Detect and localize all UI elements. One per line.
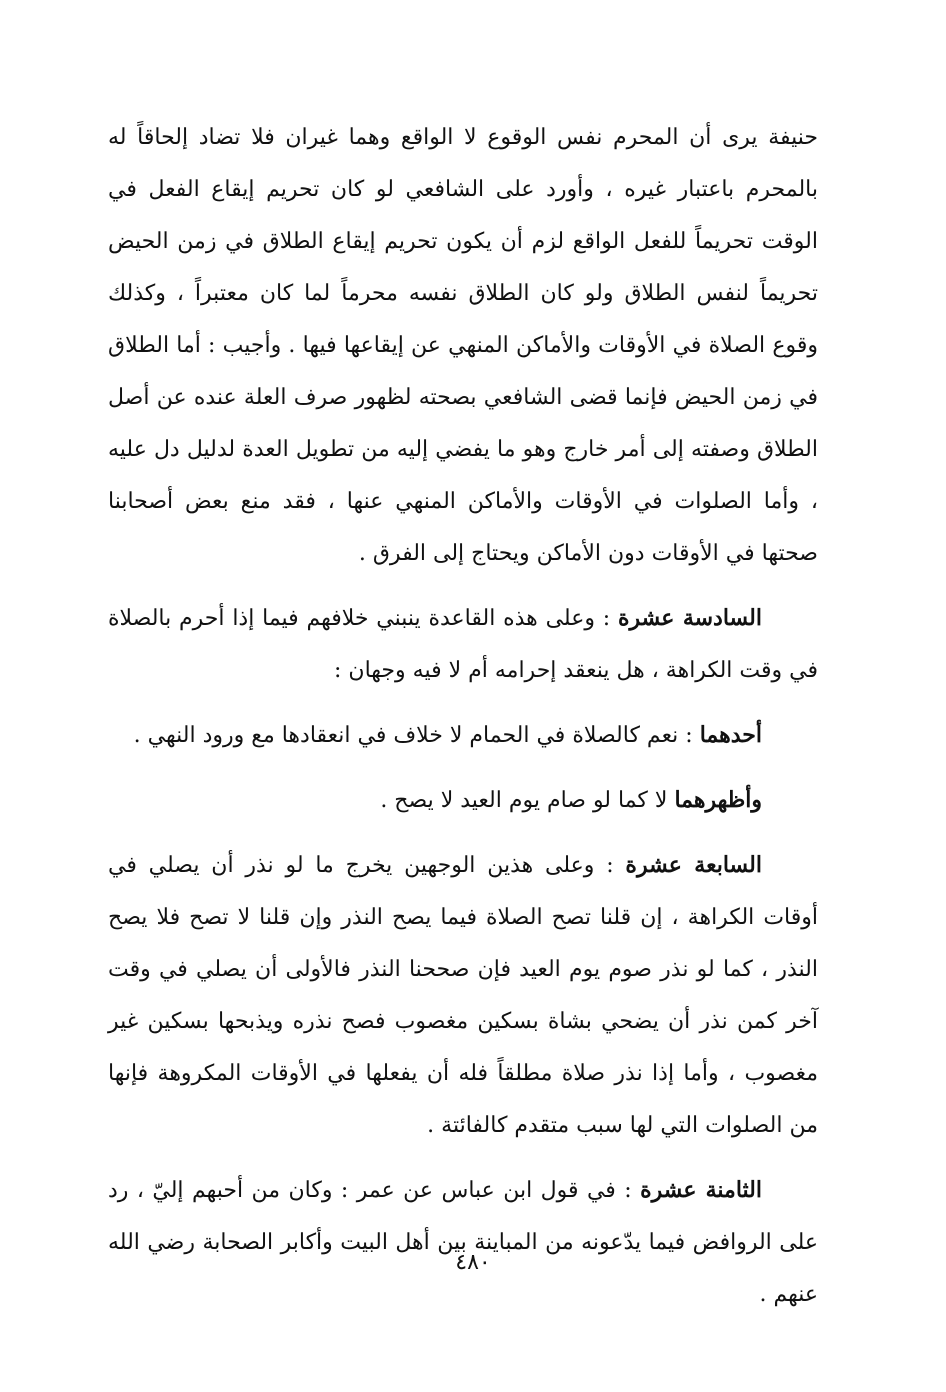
rule-heading: السابعة عشرة [625,852,762,878]
paragraph-text: : وعلى هذين الوجهين يخرج ما لو نذر أن يصلي في أوقات الكراهة ، إن قلنا تصح الصلاة فيما يصح النذر وإن قلنا لا تصح فلا يصح النذر ، كما لو نذر صوم يوم العيد فإن صححنا النذر فالأولى أن يصلي في وقت آخر كمن نذر أن يضحي بشاة بسكين مغصوب فصح نذره ويذبحها بسكين غير مغصوب ، وأما إذا نذر صلاة مطلقاً فله أن يفعلها في الأوقات المكروهة فإنها من الصلوات التي لها سبب متقدم كالفائتة . [108,853,818,1138]
view-heading: أحدهما [699,722,762,748]
paragraph-rule-18 [108,1164,818,1321]
paragraph-text: لا كما لو صام يوم العيد لا يصح . [380,788,675,813]
paragraph-text: : نعم كالصلاة في الحمام لا خلاف في انعقادها مع ورود النهي . [133,723,700,748]
paragraph-rule-16 [108,592,818,697]
paragraph-text: : وعلى هذه القاعدة ينبني خلافهم فيما إذا أحرم بالصلاة في وقت الكراهة ، هل ينعقد إحرامه أم لا فيه وجهان : [108,606,818,683]
view-heading: وأظهرهما [674,787,762,813]
rule-heading: الثامنة عشرة [640,1177,762,1203]
paragraph-text: حنيفة يرى أن المحرم نفس الوقوع لا الواقع وهما غيران فلا تضاد إلحاقاً له بالمحرم باعتبار غيره ، وأورد على الشافعي لو كان تحريم إيقاع الفعل في الوقت تحريماً للفعل الواقع لزم أن يكون تحريم إيقاع الطلاق في زمن الحيض تحريماً لنفس الطلاق ولو كان الطلاق نفسه محرماً لما كان معتبراً ، وكذلك وقوع الصلاة في الأوقات والأماكن المنهي عن إيقاعها فيها . وأجيب : أما الطلاق في زمن الحيض فإنما قضى الشافعي بصحته لظهور صرف العلة عنده عن أصل الطلاق وصفته إلى أمر خارج وهو ما يفضي إليه من تطويل العدة لدليل دل عليه ، وأما الصلوات في الأوقات والأماكن المنهي عنها ، فقد منع بعض أصحابنا صحتها في الأوقات دون الأماكن ويحتاج إلى الفرق . [108,125,818,566]
paragraph-rule-17 [108,839,818,1152]
paragraph-text: : في قول ابن عباس عن عمر : وكان من أحبهم إليّ ، رد على الروافض فيما يدّعونه من المباينة بين أهل البيت وأكابر الصحابة رضي الله عنهم . [108,1178,818,1307]
paragraph-second-view [108,774,818,827]
paragraph-first-view [108,709,818,762]
rule-heading: السادسة عشرة [617,605,762,631]
paragraph-continuation [108,112,818,580]
page-number: ٤٨٠ [455,1250,491,1275]
